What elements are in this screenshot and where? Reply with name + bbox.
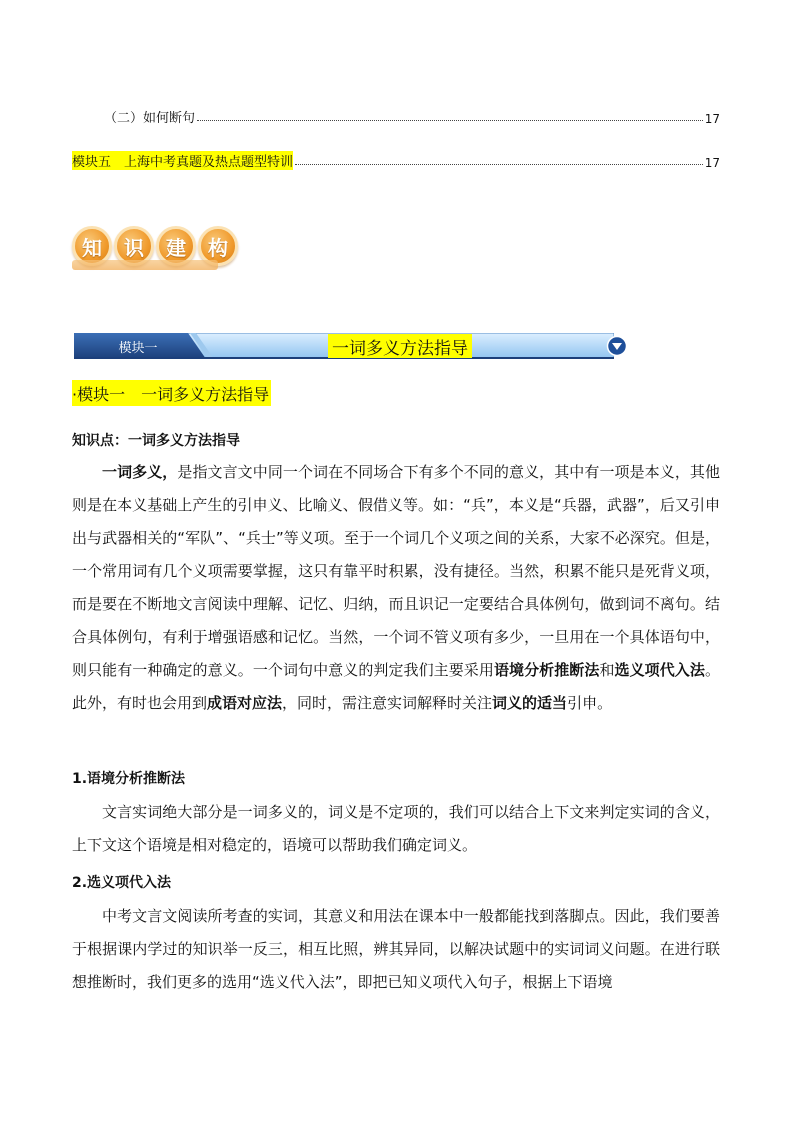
badge-char: 识 xyxy=(114,226,154,266)
badge-char: 知 xyxy=(72,226,112,266)
toc-page-number: 17 xyxy=(704,156,720,170)
method-heading: 2.选义项代入法 xyxy=(72,875,172,891)
term-bold: 语境分析推断法 xyxy=(493,661,600,679)
toc-entry[interactable] xyxy=(72,148,720,170)
toc-entry[interactable] xyxy=(72,104,720,126)
term-bold: 词义的适当 xyxy=(492,694,568,712)
term-bold: 选义项代入法 xyxy=(614,661,705,679)
toc-page-number: 17 xyxy=(704,112,720,126)
paragraph-intro xyxy=(72,456,720,720)
banner-title: 一词多义方法指导 xyxy=(328,334,472,358)
method-heading: 1.语境分析推断法 xyxy=(72,771,186,787)
paragraph-method2 xyxy=(72,900,720,999)
term-lead: 一词多义， xyxy=(102,463,178,481)
section-heading: ·模块一 一词多义方法指导 xyxy=(72,380,271,406)
knowledge-point-heading: 知识点：一词多义方法指导 xyxy=(72,433,240,449)
para-text: 和 xyxy=(599,661,615,679)
badge-char: 构 xyxy=(198,226,238,266)
para-text: 是指文言文中同一个词在不同场合下有多个不同的意义，其中有一项是本义，其他则是在本义基础上产生的引申义、比喻义、假借义等。如：“兵”，本义是“兵器，武器”，后又引申出与武器相关的“军队”、“兵士”等义项。至于一个词几个义项之间的关系，大家不必深究。但是，一个常用词有几个义项需要掌握，这只有靠平时积累，没有捷径。当然，积累不能只是死背义项，而是要在不断地文言阅读中理解、记忆、归纳，而且识记一定要结合具体例句，做到词不离句。结合具体例句，有利于增强语感和记忆。当然，一个词不管义项有多少，一旦用在一个具体语句中，则只能有一种确定的意义。一个词句中意义的判定我们主要采用 xyxy=(72,463,720,679)
banner-module-label: 模块一 xyxy=(118,340,158,356)
para-text: 引申。 xyxy=(567,694,613,712)
badge-char: 建 xyxy=(156,226,196,266)
module-banner xyxy=(74,333,614,359)
toc-leader xyxy=(197,119,703,121)
section-badge xyxy=(72,226,238,266)
toc-entry-label: （二）如何断句 xyxy=(104,111,196,126)
toc-leader xyxy=(295,163,703,165)
para-text: 中考文言文阅读所考查的实词，其意义和用法在课本中一般都能找到落脚点。因此，我们要善于根据课内学过的知识举一反三，相互比照，辨其异同，以解决试题中的实词词义问题。在进行联想推断时，我们更多的选用“选义代入法”，即把已知义项代入句子，根据上下语境 xyxy=(72,907,720,991)
term-bold: 成语对应法 xyxy=(207,694,283,712)
para-text: ，同时，需注意实词解释时关注 xyxy=(282,694,493,712)
para-text: 。此外，有时也会用到 xyxy=(72,661,720,712)
paragraph-method1 xyxy=(72,796,720,862)
toc-entry-label: 模块五 上海中考真题及热点题型特训 xyxy=(72,151,293,170)
para-text: 文言实词绝大部分是一词多义的，词义是不定项的，我们可以结合上下文来判定实词的含义，上下文这个语境是相对稳定的，语境可以帮助我们确定词义。 xyxy=(72,803,720,854)
badge-base xyxy=(72,260,218,270)
